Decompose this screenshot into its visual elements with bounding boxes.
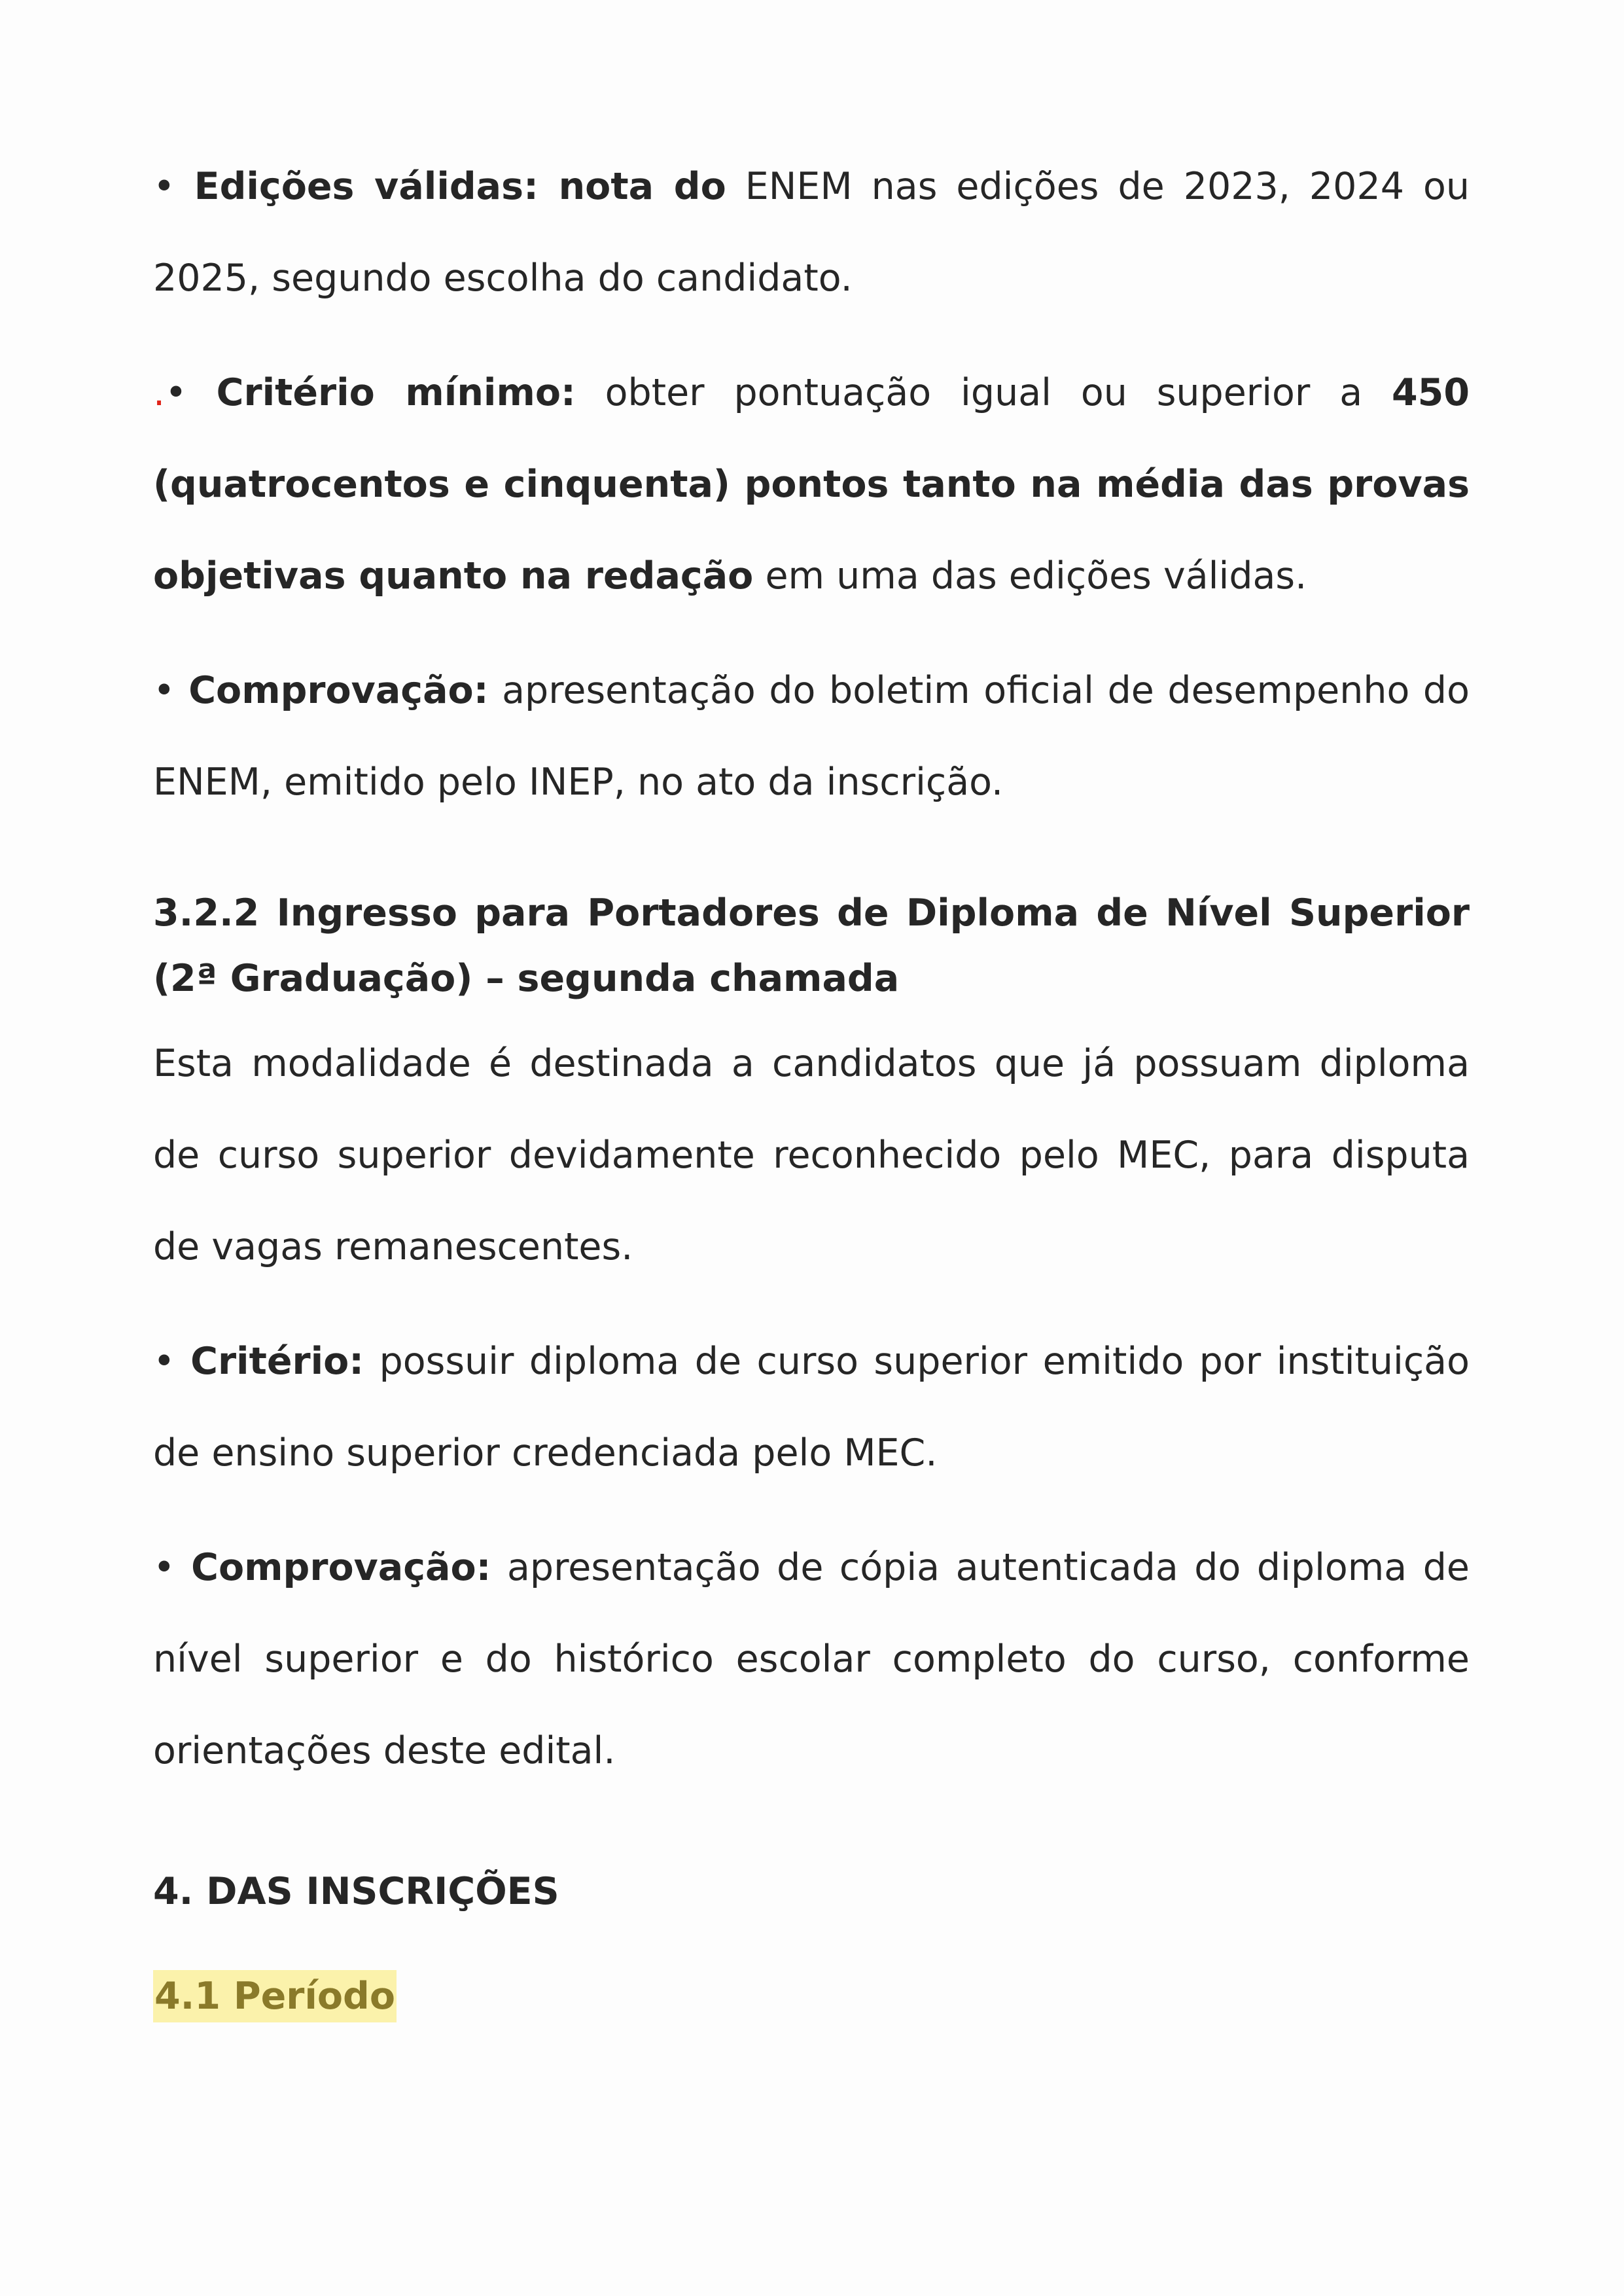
bold-criterio-minimo: 450 (quatrocentos e cinquenta) pontos tanto na média das provas objetivas quanto na redação: [153, 371, 1470, 598]
bullet: •: [153, 669, 175, 712]
label-criterio: Critério:: [190, 1340, 364, 1383]
text-edicoes-validas: ENEM nas edições de 2023, 2024 ou 2025, segundo escolha do candidato.: [153, 165, 1470, 300]
heading-3-2-2: 3.2.2 Ingresso para Portadores de Diploma de Nível Superior (2ª Graduação) – segunda chamada: [153, 891, 1470, 1000]
paragraph-criterio-minimo: [153, 347, 1470, 622]
label-comprovacao-enem: Comprovação:: [188, 669, 489, 712]
red-mark: .: [153, 371, 166, 414]
bullet: •: [153, 1340, 175, 1383]
bullet: •: [165, 371, 187, 414]
paragraph-comprovacao-enem: [153, 645, 1470, 828]
paragraph-modalidade: Esta modalidade é destinada a candidatos que já possuam diploma de curso superior devidamente reconhecido pelo MEC, para disputa de vagas remanescentes.: [153, 1042, 1470, 1268]
text-criterio-minimo-1: obter pontuação igual ou superior a: [575, 371, 1392, 414]
label-comprovacao-diploma: Comprovação:: [191, 1546, 491, 1589]
heading-4-1-periodo: 4.1 Período: [153, 1970, 397, 2022]
paragraph-edicoes-validas: [153, 141, 1470, 324]
text-criterio: possuir diploma de curso superior emitido por instituição de ensino superior credenciada pelo MEC.: [153, 1340, 1470, 1475]
label-edicoes-validas: Edições válidas: nota do: [194, 165, 726, 208]
bullet: •: [153, 165, 175, 208]
heading-4-das-inscricoes: 4. DAS INSCRIÇÕES: [153, 1870, 559, 1913]
text-comprovacao-enem: apresentação do boletim oficial de desempenho do ENEM, emitido pelo INEP, no ato da inscrição.: [153, 669, 1470, 804]
bullet: •: [153, 1546, 175, 1589]
paragraph-comprovacao-diploma: [153, 1522, 1470, 1797]
label-criterio-minimo: Critério mínimo:: [216, 371, 576, 414]
text-comprovacao-diploma: apresentação de cópia autenticada do diploma de nível superior e do histórico escolar completo do curso, conforme orientações deste edital.: [153, 1546, 1470, 1772]
text-criterio-minimo-2: em uma das edições válidas.: [753, 554, 1307, 598]
paragraph-criterio: [153, 1316, 1470, 1499]
